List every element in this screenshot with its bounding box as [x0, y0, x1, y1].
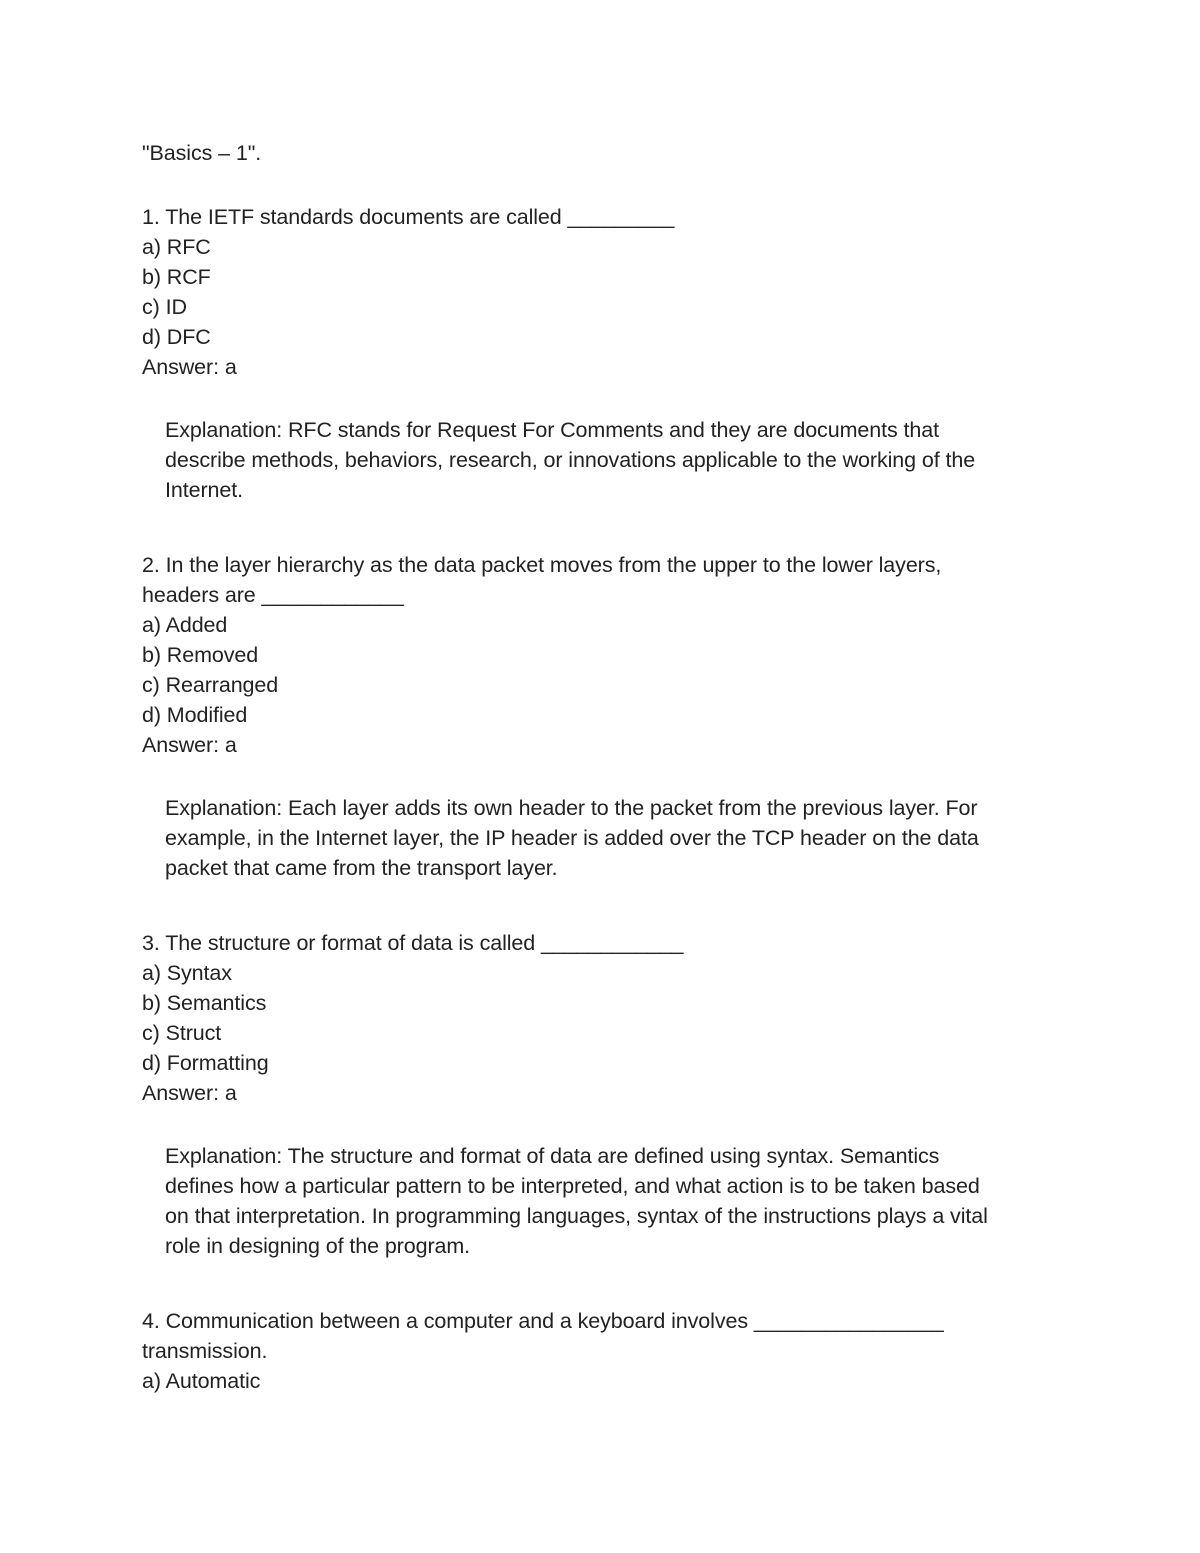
- option-a: a) RFC: [142, 235, 211, 259]
- option-a: a) Added: [142, 613, 228, 637]
- explanation-line: defines how a particular pattern to be interpreted, and what action is to be taken based: [165, 1174, 980, 1198]
- explanation-line: Internet.: [165, 478, 243, 502]
- option-a: a) Syntax: [142, 961, 232, 985]
- explanation-line: on that interpretation. In programming languages, syntax of the instructions plays a vital: [165, 1204, 988, 1228]
- question-2: [142, 550, 1062, 883]
- option-b: b) Removed: [142, 643, 259, 667]
- question-4: [142, 1306, 1062, 1396]
- question-stem: 4. Communication between a computer and a keyboard involves ________________: [142, 1309, 944, 1333]
- question-stem: transmission.: [142, 1339, 268, 1363]
- question-stem: headers are ____________: [142, 583, 404, 607]
- explanation-line: describe methods, behaviors, research, or innovations applicable to the working of the: [165, 448, 976, 472]
- question-stem: 3. The structure or format of data is called ____________: [142, 931, 684, 955]
- answer: Answer: a: [142, 355, 237, 379]
- question-3: [142, 928, 1062, 1261]
- option-d: d) DFC: [142, 325, 211, 349]
- explanation-line: role in designing of the program.: [165, 1234, 471, 1258]
- option-b: b) RCF: [142, 265, 211, 289]
- option-c: c) ID: [142, 295, 187, 319]
- spacer: [142, 168, 1062, 202]
- explanation: [165, 415, 1045, 505]
- option-d: d) Modified: [142, 703, 248, 727]
- explanation-line: packet that came from the transport layer.: [165, 856, 558, 880]
- option-c: c) Rearranged: [142, 673, 279, 697]
- explanation-line: example, in the Internet layer, the IP header is added over the TCP header on the data: [165, 826, 979, 850]
- spacer: [142, 1261, 1062, 1306]
- answer: Answer: a: [142, 733, 237, 757]
- question-stem: 1. The IETF standards documents are called _________: [142, 205, 675, 229]
- spacer: [142, 505, 1062, 550]
- document-title: "Basics – 1".: [142, 141, 262, 165]
- option-d: d) Formatting: [142, 1051, 269, 1075]
- question-stem: 2. In the layer hierarchy as the data packet moves from the upper to the lower layers,: [142, 553, 942, 577]
- explanation: [165, 793, 1045, 883]
- explanation-line: Explanation: Each layer adds its own header to the packet from the previous layer. For: [165, 796, 978, 820]
- explanation-line: Explanation: RFC stands for Request For Comments and they are documents that: [165, 418, 939, 442]
- option-c: c) Struct: [142, 1021, 222, 1045]
- question-1: [142, 202, 1062, 505]
- explanation-line: Explanation: The structure and format of data are defined using syntax. Semantics: [165, 1144, 940, 1168]
- spacer: [142, 883, 1062, 928]
- option-a: a) Automatic: [142, 1369, 261, 1393]
- answer: Answer: a: [142, 1081, 237, 1105]
- document-page: [142, 138, 1062, 1396]
- explanation: [165, 1141, 1045, 1261]
- option-b: b) Semantics: [142, 991, 267, 1015]
